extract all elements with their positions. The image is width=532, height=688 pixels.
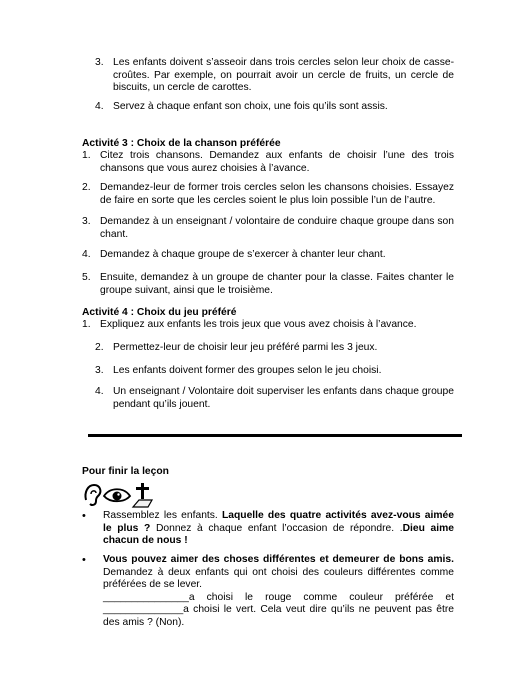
item-text: Expliquez aux enfants les trois jeux que vous avez choisis à l’avance. <box>100 319 417 330</box>
list-item <box>82 150 454 176</box>
item-number: 5. <box>82 272 91 283</box>
list-item <box>82 342 454 355</box>
item-number: 3. <box>95 365 104 376</box>
item-number: 1. <box>82 150 91 161</box>
item-text: Ensuite, demandez à un groupe de chanter pour la classe. Faites chanter le groupe suivant, ainsi que le troisième. <box>100 272 454 296</box>
item-number: 2. <box>95 342 104 353</box>
item-text: Servez à chaque enfant son choix, une fois qu’ils sont assis. <box>113 101 388 112</box>
closing-heading: Pour finir la leçon <box>82 466 169 477</box>
text-run: Donnez à chaque enfant l’occasion de répondre. . <box>150 522 403 534</box>
item-text: Demandez à chaque groupe de s’exercer à chanter leur chant. <box>100 249 386 260</box>
list-item <box>82 101 454 114</box>
icon-strip <box>82 482 154 508</box>
eye-icon <box>104 489 130 501</box>
list-item <box>82 272 454 298</box>
bullet-text <box>103 510 454 548</box>
bold-statement: Vous pouvez aimer des choses différentes et demeurer de bons amis. <box>103 554 454 565</box>
item-number: 2. <box>82 182 91 193</box>
list-item <box>82 216 454 242</box>
bible-cross-icon <box>133 483 152 507</box>
text-run: _______________a choisi le rouge comme couleur préférée et ______________a choisi le vert. Cela veut dire qu’ils ne peuvent pas être des amis ? (Non). <box>103 591 454 628</box>
list-item <box>82 365 454 378</box>
item-text: Les enfants doivent s’asseoir dans trois cercles selon leur choix de casse-croûtes. Par exemple, on pourrait avoir un cercle de fruits, un cercle de biscuits, un cercle de carottes. <box>113 57 454 94</box>
list-item <box>82 249 454 262</box>
item-number: 4. <box>95 386 104 397</box>
list-item <box>82 386 454 412</box>
activity3-heading: Activité 3 : Choix de la chanson préférée <box>82 138 281 149</box>
list-item <box>82 319 454 332</box>
item-number: 4. <box>82 249 91 260</box>
list-item <box>82 57 454 95</box>
item-number: 1. <box>82 319 91 330</box>
ear-icon <box>85 485 100 505</box>
horizontal-rule <box>88 434 462 437</box>
item-number: 3. <box>95 57 104 68</box>
item-text: Permettez-leur de choisir leur jeu préféré parmi les 3 jeux. <box>113 342 378 353</box>
bullet-item <box>82 554 454 628</box>
item-text: Un enseignant / Volontaire doit superviser les enfants dans chaque groupe pendant qu’ils jouent. <box>113 386 454 410</box>
item-number: 4. <box>95 101 104 112</box>
list-item <box>82 182 454 208</box>
item-text: Demandez à un enseignant / volontaire de conduire chaque groupe dans son chant. <box>100 216 454 240</box>
item-number: 3. <box>82 216 91 227</box>
bold-question: Laquelle des quatre activités avez-vous aimée le plus ? <box>103 510 454 534</box>
text-run: Demandez à deux enfants qui ont choisi des couleurs différentes comme préférées de se lever. <box>103 566 454 591</box>
item-text: Les enfants doivent former des groupes selon le jeu choisi. <box>113 365 382 376</box>
bullet-dot: • <box>82 554 86 566</box>
bullet-text <box>103 554 454 630</box>
text-run: Rassemblez les enfants. <box>103 510 222 521</box>
item-text: Demandez-leur de former trois cercles selon les chansons choisies. Essayez de faire en sorte que les cercles soient le plus loin possible l’un de l’autre. <box>100 182 454 206</box>
item-text: Citez trois chansons. Demandez aux enfants de choisir l’une des trois chansons que vous aurez choisies à l’avance. <box>100 150 454 174</box>
bold-statement: Dieu aime chacun de nous ! <box>103 522 454 547</box>
bullet-item <box>82 510 454 548</box>
activity4-heading: Activité 4 : Choix du jeu préféré <box>82 307 237 318</box>
bullet-dot: • <box>82 510 86 522</box>
